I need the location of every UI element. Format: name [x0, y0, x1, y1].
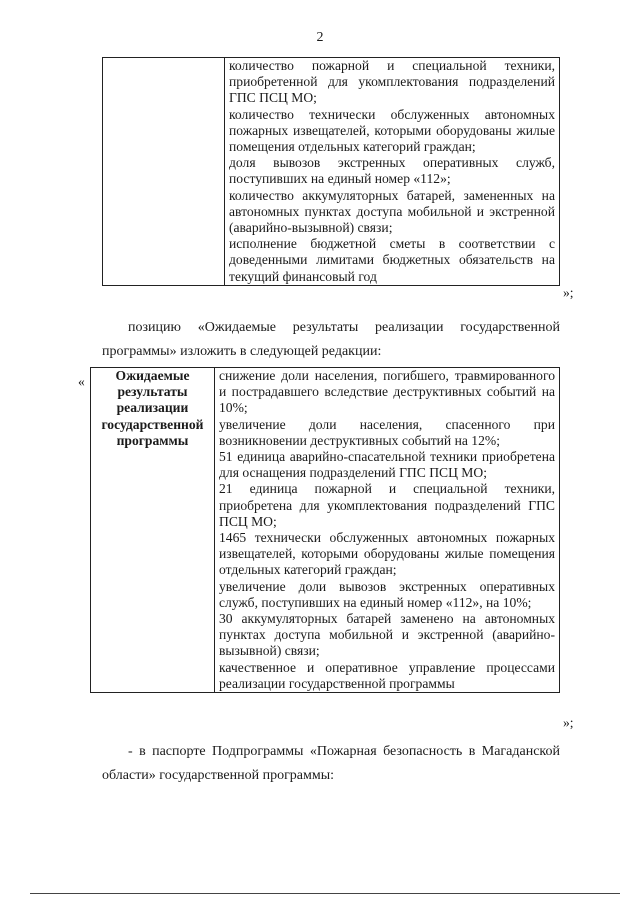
list-item: качественное и оперативное управление процессами реализации государственной программы [219, 659, 555, 691]
empty-label-cell [103, 58, 225, 286]
list-item: 30 аккумуляторных батарей заменено на автономных пунктах доступа мобильной и экстренной (аварийно-вызывной) связи; [219, 611, 555, 659]
table-row [91, 368, 560, 693]
passport-table-continued [102, 57, 560, 286]
expected-results-cell [215, 368, 560, 693]
instruction-paragraph: позицию «Ожидаемые результаты реализации государственной программы» изложить в следующей редакции: [102, 320, 560, 359]
list-item: 1465 технически обслуженных автономных пожарных извещателей, которыми оборудованы жилые помещения отдельных категорий граждан; [219, 530, 555, 578]
expected-results-table [90, 367, 560, 693]
closing-quote-mark: »; [563, 285, 574, 300]
list-item: увеличение доли населения, спасенного при возникновении деструктивных событий на 12%; [219, 416, 555, 448]
subprogram-paragraph: - в паспорте Подпрограммы «Пожарная безопасность в Магаданской области» государственной программы: [102, 744, 560, 783]
list-item: снижение доли населения, погибшего, травмированного и пострадавшего вследствие деструктивных событий на 10%; [219, 368, 555, 416]
list-item: увеличение доли вывозов экстренных оперативных служб, поступивших на единый номер «112», на 10%; [219, 578, 555, 610]
closing-quote-mark: »; [563, 715, 574, 730]
list-item: количество технически обслуженных автономных пожарных извещателей, которыми оборудованы жилые помещения отдельных категорий граждан; [229, 106, 555, 155]
expected-results-header: Ожидаемые результаты реализации государственной программы [91, 368, 215, 693]
list-item: количество пожарной и специальной техники, приобретенной для укомплектования подразделений ГПС ПСЦ МО; [229, 58, 555, 106]
table-row [103, 58, 560, 286]
list-item: 51 единица аварийно-спасательной техники приобретена для оснащения подразделений ГПС ПСЦ МО; [219, 449, 555, 481]
list-item: 21 единица пожарной и специальной техники, приобретена для укомплектования подразделений ГПС ПСЦ МО; [219, 481, 555, 529]
list-item: исполнение бюджетной сметы в соответствии с доведенными лимитами бюджетных обязательств на текущий финансовый год [229, 236, 555, 284]
footer-divider [30, 893, 620, 894]
indicators-cell [225, 58, 560, 286]
list-item: доля вывозов экстренных оперативных служб, поступивших на единый номер «112»; [229, 155, 555, 187]
opening-quote-mark: « [78, 374, 85, 389]
page-number: 2 [316, 30, 324, 45]
list-item: количество аккумуляторных батарей, замененных на автономных пунктах доступа мобильной и экстренной (аварийно-вызывной) связи; [229, 187, 555, 236]
